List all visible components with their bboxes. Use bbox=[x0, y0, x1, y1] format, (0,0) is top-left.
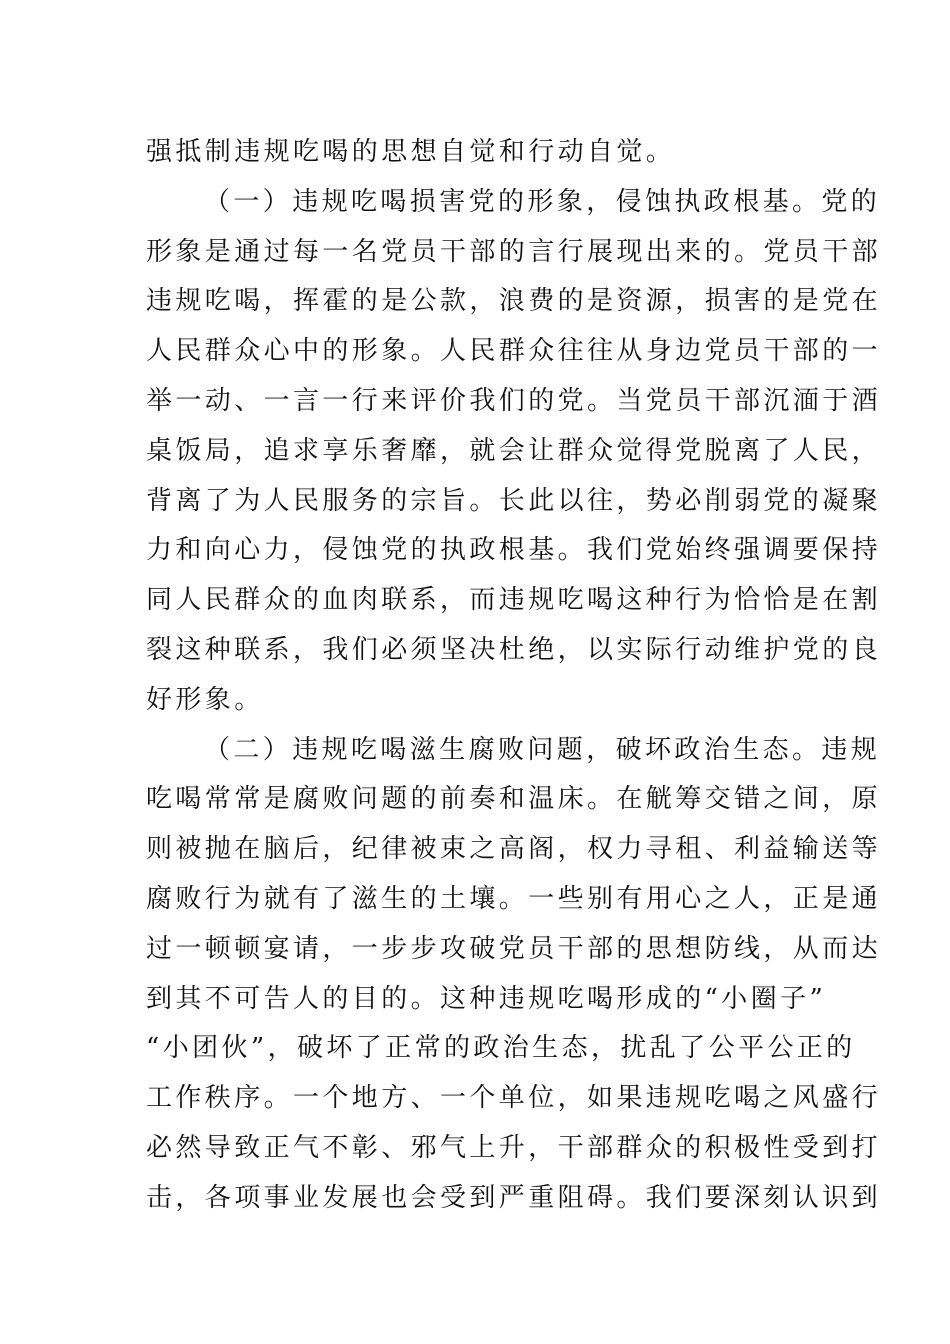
body-text bbox=[146, 128, 882, 1224]
text-line: 背离了为人民服务的宗旨。长此以往，势必削弱党的凝聚 bbox=[146, 485, 882, 516]
text-line: 人民群众心中的形象。人民群众往往从身边党员干部的一 bbox=[146, 336, 882, 367]
text-line: 则被抛在脑后，纪律被束之高阁，权力寻租、利益输送等 bbox=[146, 834, 882, 865]
text-line: “小团伙”，破坏了正常的政治生态，扰乱了公平公正的 bbox=[146, 1033, 856, 1064]
text-line: 工作秩序。一个地方、一个单位，如果违规吃喝之风盛行 bbox=[146, 1083, 882, 1114]
text-line: 过一顿顿宴请，一步步攻破党员干部的思想防线，从而达 bbox=[146, 933, 882, 964]
text-line: 力和向心力，侵蚀党的执政根基。我们党始终强调要保持 bbox=[146, 535, 882, 566]
text-line: 同人民群众的血肉联系，而违规吃喝这种行为恰恰是在割 bbox=[146, 585, 882, 616]
text-line: 形象是通过每一名党员干部的言行展现出来的。党员干部 bbox=[146, 236, 882, 267]
section-heading-line: （二）违规吃喝滋生腐败问题，破坏政治生态。违规 bbox=[204, 734, 881, 765]
text-line: 好形象。 bbox=[146, 684, 264, 715]
text-line: 违规吃喝，挥霍的是公款，浪费的是资源，损害的是党在 bbox=[146, 286, 882, 317]
section-heading-line: （一）违规吃喝损害党的形象，侵蚀执政根基。党的 bbox=[204, 186, 881, 217]
text-line: 吃喝常常是腐败问题的前奏和温床。在觥筹交错之间，原 bbox=[146, 784, 882, 815]
text-line: 强抵制违规吃喝的思想自觉和行动自觉。 bbox=[146, 137, 676, 167]
text-line: 击，各项事业发展也会受到严重阻碍。我们要深刻认识到 bbox=[146, 1182, 882, 1213]
text-line: 到其不可告人的目的。这种违规吃喝形成的“小圈子” bbox=[146, 983, 827, 1014]
text-line: 腐败行为就有了滋生的土壤。一些别有用心之人，正是通 bbox=[146, 883, 882, 914]
text-line: 裂这种联系，我们必须坚决杜绝，以实际行动维护党的良 bbox=[146, 634, 882, 665]
text-line: 举一动、一言一行来评价我们的党。当党员干部沉湎于酒 bbox=[146, 385, 882, 416]
text-line: 桌饭局，追求享乐奢靡，就会让群众觉得党脱离了人民， bbox=[146, 435, 882, 466]
text-line: 必然导致正气不彰、邪气上升，干部群众的积极性受到打 bbox=[146, 1132, 882, 1163]
